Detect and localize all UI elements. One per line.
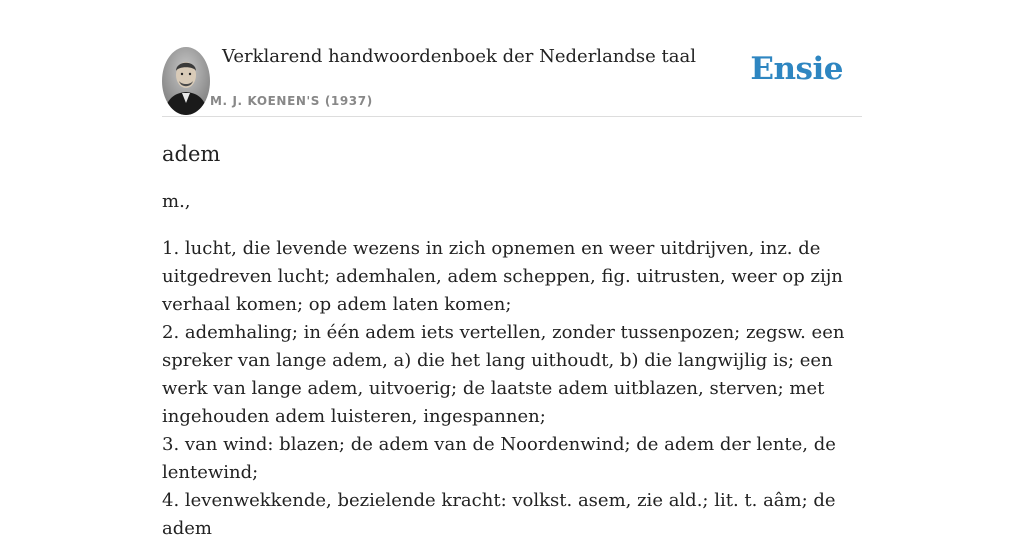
definition-sense-4: 4. levenwekkende, bezielende kracht: volkst. asem, zie ald.; lit. t. aâm; de adem [162,490,836,539]
site-header [162,44,862,117]
author-portrait-icon [162,47,210,115]
brand-logo-link[interactable]: Ensie [750,51,843,87]
definition-sense-2: 2. ademhaling; in één adem iets vertellen, zonder tussenpozen; zegsw. een spreker van lange adem, a) die het lang uithoudt, b) die langwijlig is; een werk van lange adem, uitvoerig; de laatste adem uitblazen, sterven; met ingehouden adem luisteren, ingespannen; [162,322,845,427]
entry-grammar: m., [162,191,191,212]
entry-content [162,138,862,543]
definition-sense-1: 1. lucht, die levende wezens in zich opnemen en weer uitdrijven, inz. de uitgedreven lucht; ademhalen, adem scheppen, fig. uitrusten, weer op zijn verhaal komen; op adem laten komen; [162,238,843,315]
entry-definition [162,235,862,543]
dictionary-title: Verklarend handwoordenboek der Nederlandse taal [222,46,696,67]
entry-headword: adem [162,142,221,166]
dictionary-author: M. J. KOENEN'S (1937) [210,94,373,108]
definition-sense-3: 3. van wind: blazen; de adem van de Noordenwind; de adem der lente, de lentewind; [162,434,836,483]
